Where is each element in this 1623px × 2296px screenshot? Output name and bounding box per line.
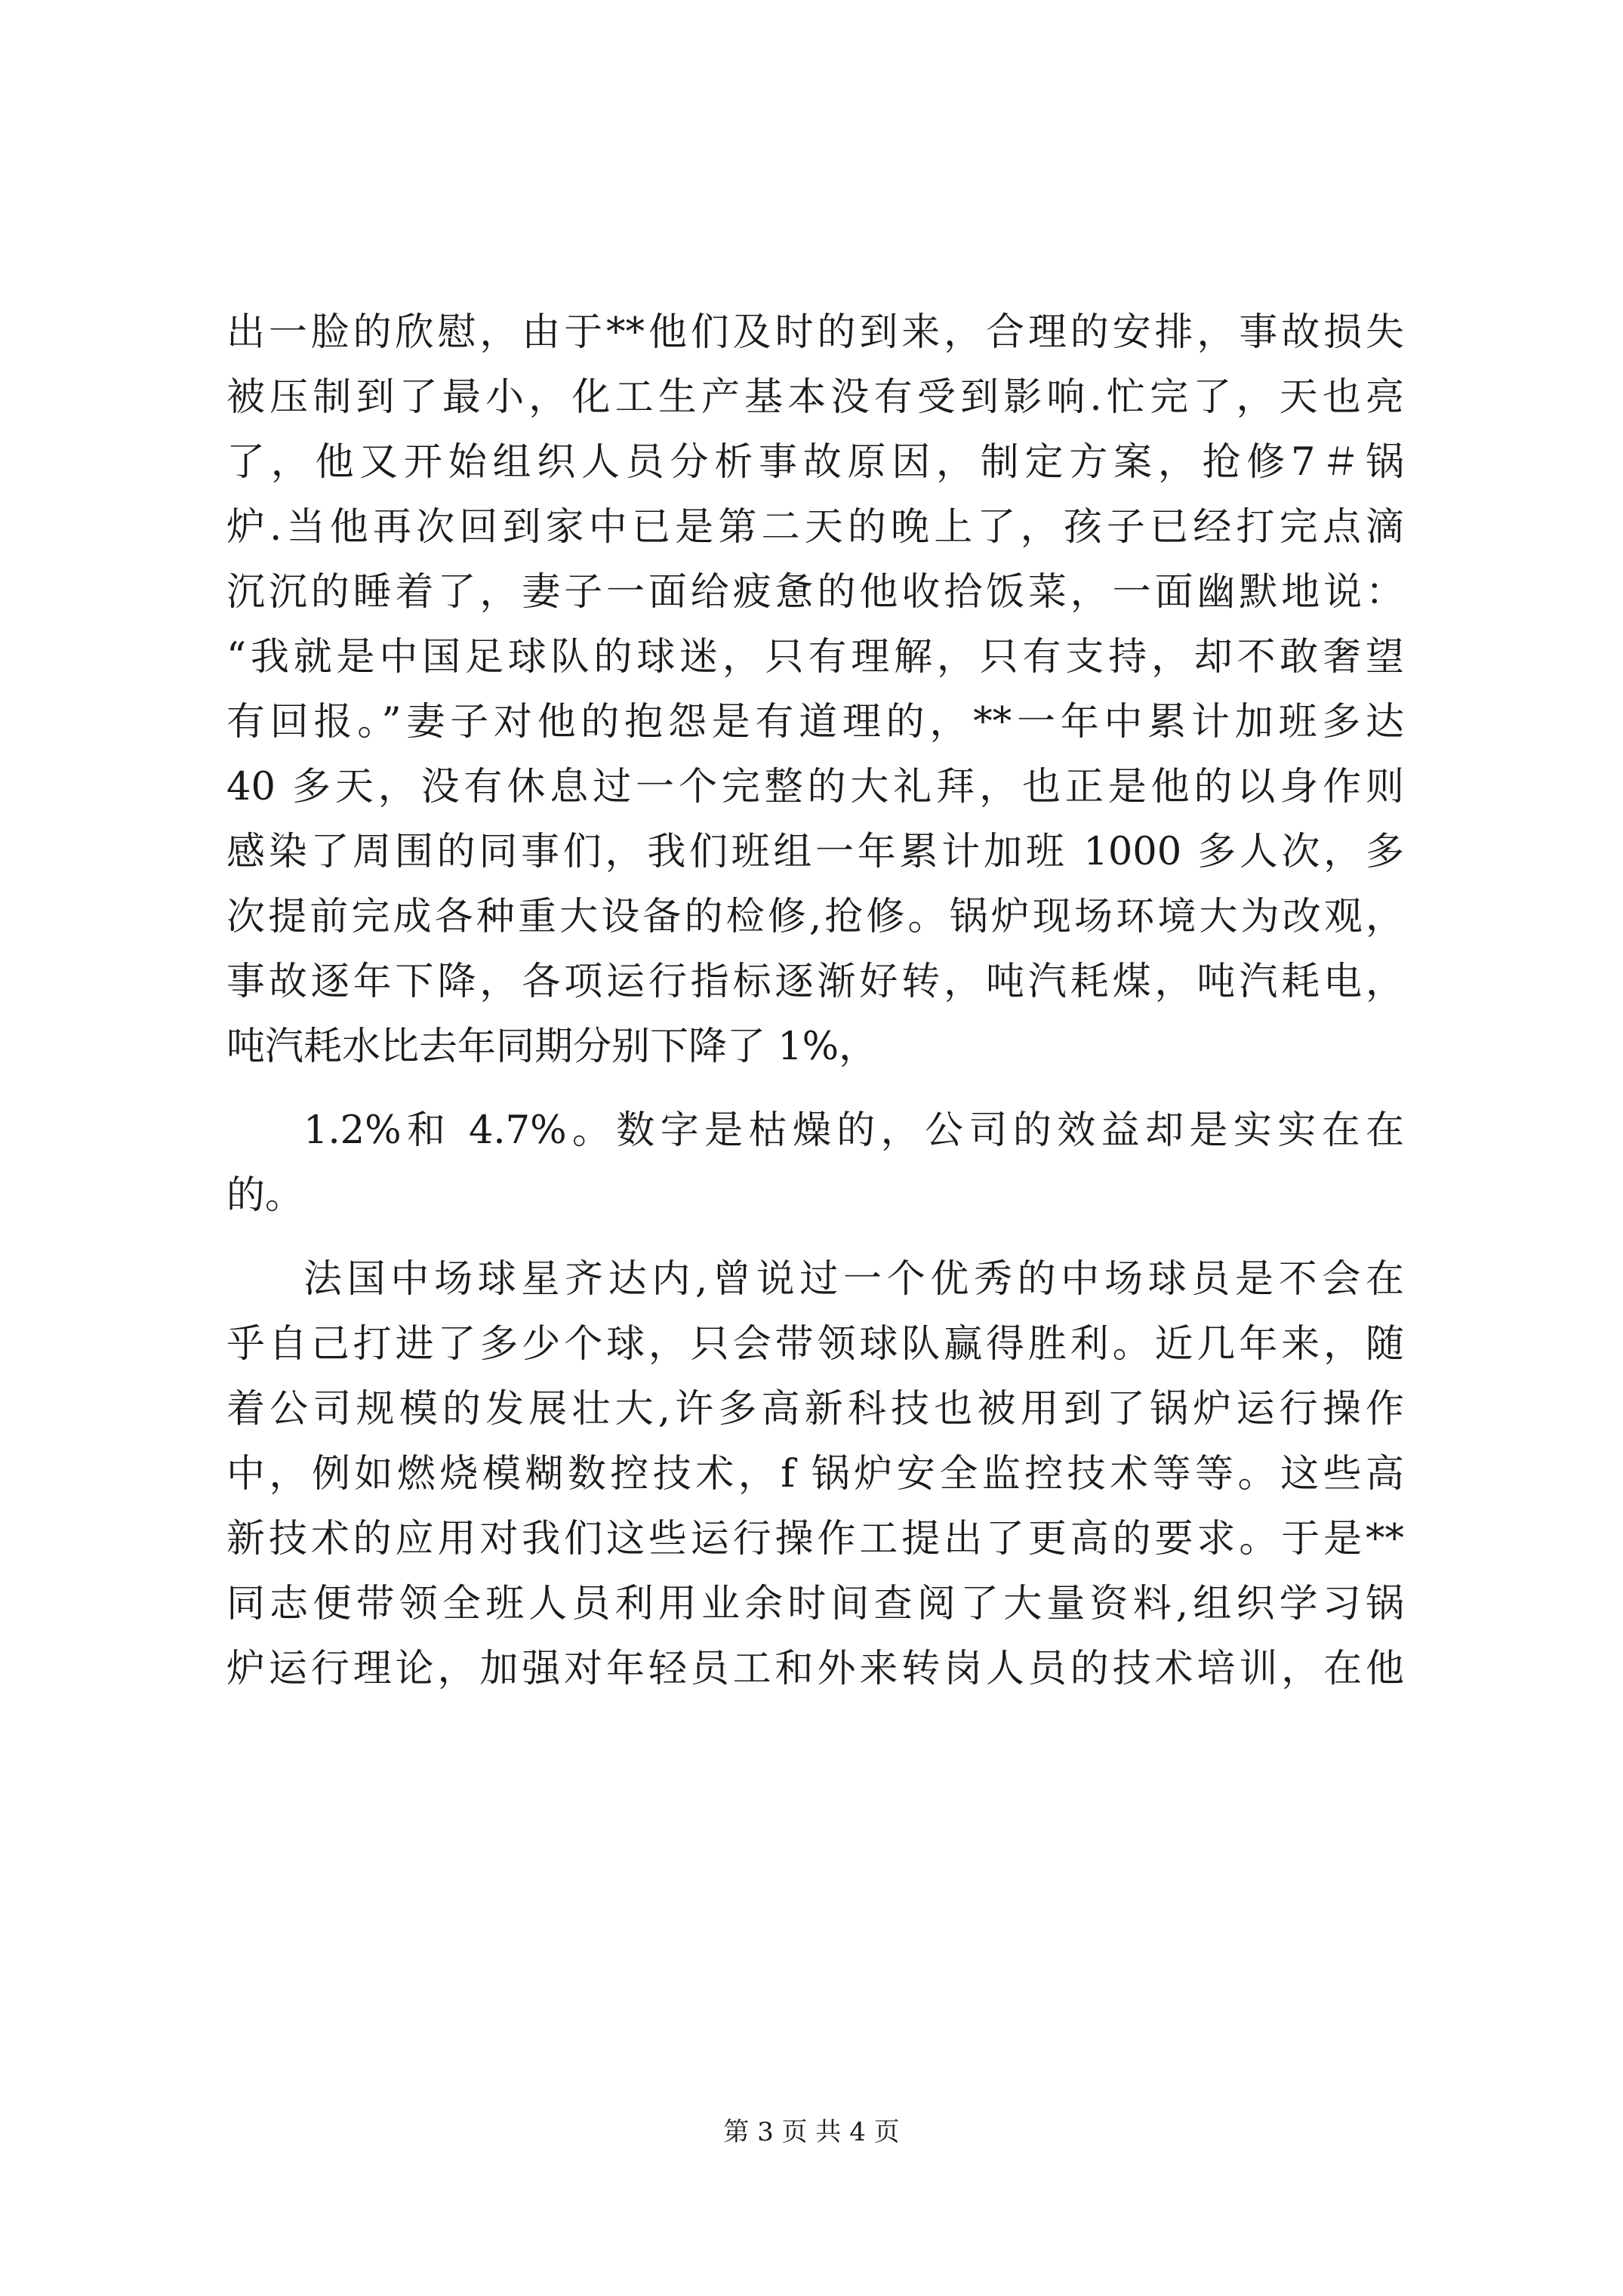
paragraph [226,1099,1404,1228]
text-line: 炉运行理论，加强对年轻员工和外来转岗人员的技术培训，在他 [226,1647,1404,1691]
text-line: 感染了周围的同事们，我们班组一年累计加班 1000 多人次，多 [226,830,1404,874]
text-line: 40 多天，没有休息过一个完整的大礼拜，也正是他的以身作则 [226,765,1404,809]
text-line: 法国中场球星齐达内,曾说过一个优秀的中场球员是不会在 [303,1257,1404,1302]
text-line: 吨汽耗水比去年同期分别下降了 1%， [226,1025,878,1069]
text-line: 中，例如燃烧模糊数控技术，f 锅炉安全监控技术等等。这些高 [226,1452,1404,1496]
text-line: 炉.当他再次回到家中已是第二天的晚上了，孩子已经打完点滴 [226,505,1404,550]
text-line: 着公司规模的发展壮大,许多高新科技也被用到了锅炉运行操作 [226,1387,1404,1432]
paragraph [226,300,1404,1080]
body-text [226,300,1404,1702]
text-line: 出一脸的欣慰，由于**他们及时的到来，合理的安排，事故损失 [226,310,1404,355]
paragraph [226,1247,1404,1702]
paragraph-spacing [226,1228,1404,1247]
text-line: 次提前完成各种重大设备的检修,抢修。锅炉现场环境大为改观， [226,895,1404,939]
text-line: 的。 [226,1173,304,1218]
text-line: 了，他又开始组织人员分析事故原因，制定方案，抢修7＃锅 [226,440,1404,485]
text-line: 乎自己打进了多少个球，只会带领球队赢得胜利。近几年来，随 [226,1322,1404,1367]
text-line: 1.2%和 4.7%。数字是枯燥的，公司的效益却是实实在在 [303,1108,1404,1153]
page-number-footer: 第 3 页 共 4 页 [723,2117,900,2147]
text-line: 被压制到了最小，化工生产基本没有受到影响.忙完了，天也亮 [226,375,1404,420]
text-line: 新技术的应用对我们这些运行操作工提出了更高的要求。于是** [226,1517,1404,1561]
text-line: 沉沉的睡着了，妻子一面给疲惫的他收拾饭菜，一面幽默地说： [226,570,1404,615]
text-line: 事故逐年下降，各项运行指标逐渐好转，吨汽耗煤，吨汽耗电， [226,960,1404,1004]
text-line: 有回报。”妻子对他的抱怨是有道理的，**一年中累计加班多达 [226,700,1404,744]
text-line: “我就是中国足球队的球迷，只有理解，只有支持，却不敢奢望 [226,635,1404,680]
text-line: 同志便带领全班人员利用业余时间查阅了大量资料,组织学习锅 [226,1582,1404,1626]
paragraph-spacing [226,1080,1404,1099]
